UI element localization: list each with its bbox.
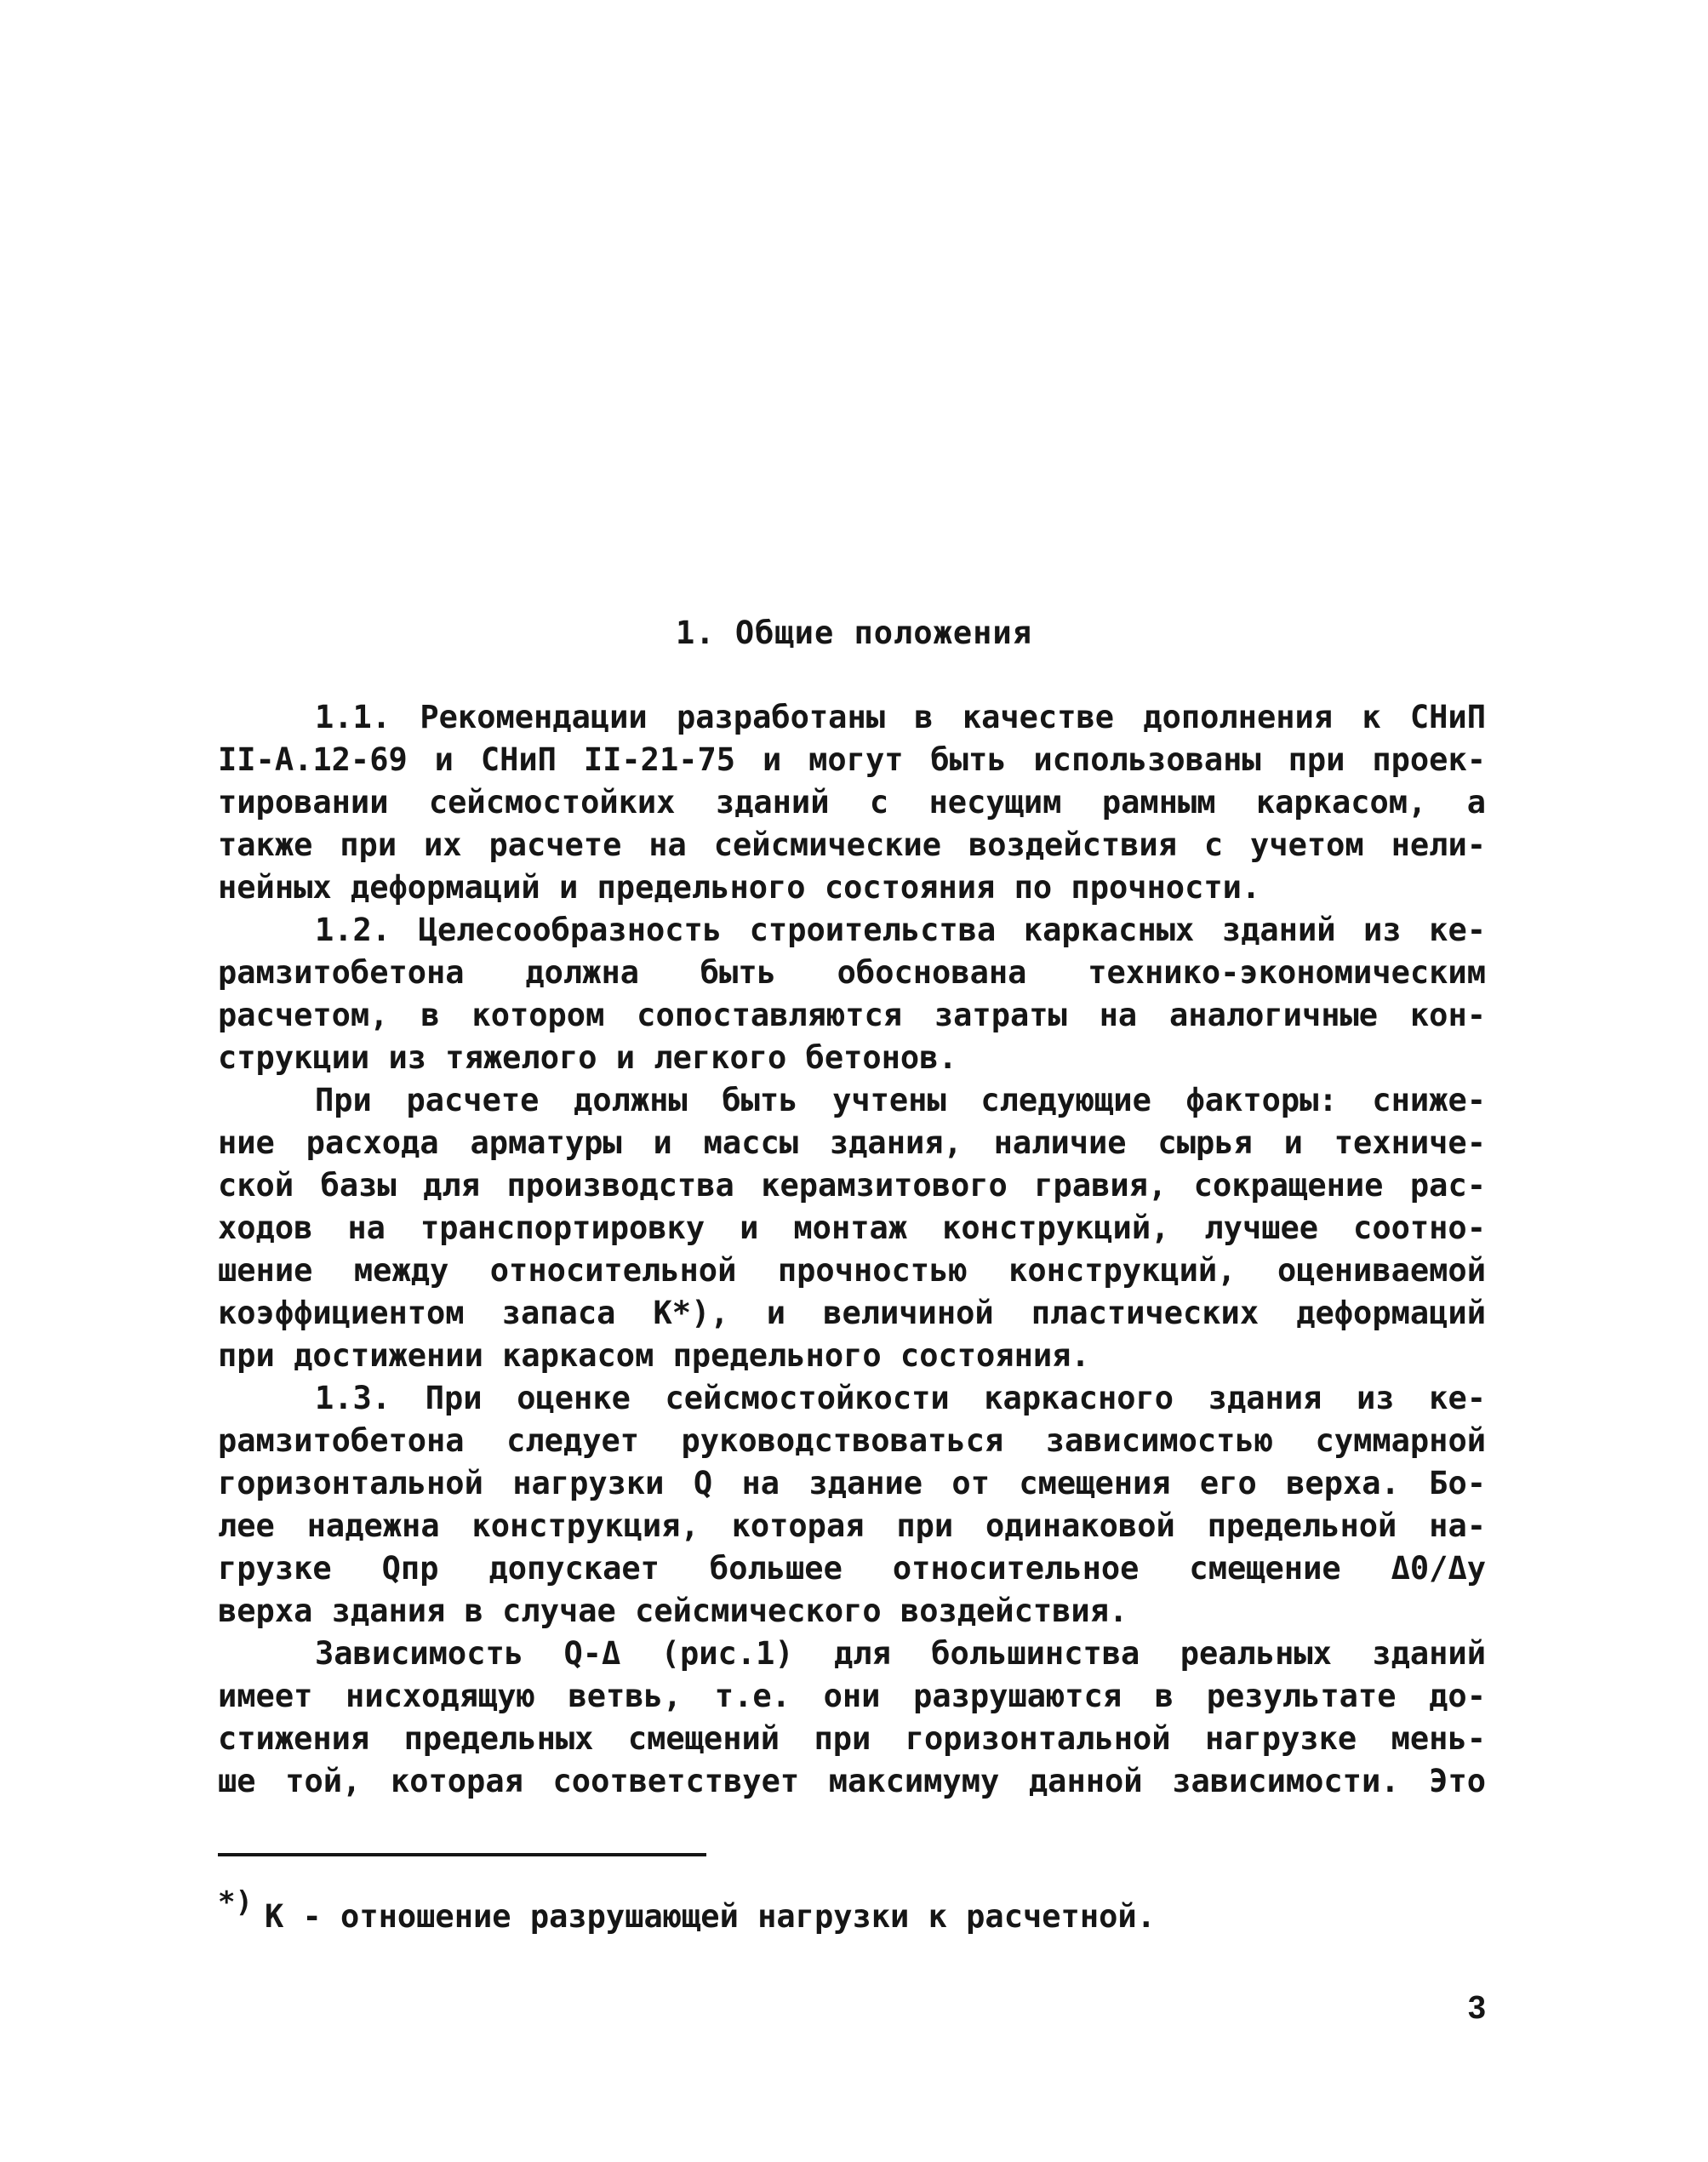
para-factors-line-5: шение между относительной прочностью конструкций, оцениваемой (218, 1252, 1486, 1289)
para-1-2-line-4: струкции из тяжелого и легкого бетонов. (218, 1039, 957, 1076)
para-1-3-line-2: рамзитобетона следует руководствоваться зависимостью суммарной (218, 1422, 1486, 1459)
para-1-3-line-4: лее надежна конструкция, которая при одинаковой предельной на- (218, 1507, 1486, 1544)
para-factors-line-7: при достижении каркасом предельного состояния. (218, 1337, 1090, 1374)
para-1-3-line-3: горизонтальной нагрузки Q на здание от смещения его верха. Бо- (218, 1465, 1486, 1501)
para-dependence-line-2: имеет нисходящую ветвь, т.е. они разрушаются в результате до- (218, 1678, 1486, 1714)
body-text (218, 696, 1486, 1803)
para-dependence-line-4: ше той, которая соответствует максимуму данной зависимости. Это (218, 1763, 1486, 1799)
footnote-text: К - отношение разрушающей нагрузки к расчетной. (264, 1898, 1156, 1935)
para-dependence-line-1: Зависимость Q-Δ (рис.1) для большинства реальных зданий (315, 1635, 1486, 1672)
para-1-1-line-5: нейных деформаций и предельного состояния по прочности. (218, 869, 1261, 906)
para-1-1-line-1: 1.1. Рекомендации разработаны в качестве дополнения к СНиП (315, 699, 1486, 735)
footnote (218, 1885, 1156, 1949)
footnote-separator (218, 1853, 706, 1856)
para-1-3-line-6: верха здания в случае сейсмического воздействия. (218, 1593, 1128, 1629)
para-1-3-line-5: грузке Qпр допускает большее относительное смещение Δ0/Δу (218, 1550, 1486, 1587)
section-title: 1. Общие положения (676, 615, 1032, 651)
footnote-mark: *) (218, 1885, 253, 1919)
para-factors-line-4: ходов на транспортировку и монтаж конструкций, лучшее соотно- (218, 1210, 1486, 1246)
para-1-2-line-1: 1.2. Целесообразность строительства каркасных зданий из ке- (315, 912, 1486, 948)
para-factors-line-1: При расчете должны быть учтены следующие факторы: сниже- (315, 1082, 1486, 1118)
para-factors-line-3: ской базы для производства керамзитового гравия, сокращение рас- (218, 1167, 1486, 1204)
page-number: 3 (1467, 1990, 1486, 2026)
para-1-1-line-2: II-А.12-69 и СНиП II-21-75 и могут быть использованы при проек- (218, 741, 1486, 778)
para-1-2-line-3: расчетом, в котором сопоставляются затраты на аналогичные кон- (218, 997, 1486, 1033)
para-1-1-line-3: тировании сейсмостойких зданий с несущим рамным каркасом, а (218, 784, 1486, 821)
para-1-1-line-4: также при их расчете на сейсмические воздействия с учетом нели- (218, 826, 1486, 863)
para-factors-line-6: коэффициентом запаса К*), и величиной пластических деформаций (218, 1295, 1486, 1331)
para-factors-line-2: ние расхода арматуры и массы здания, наличие сырья и техниче- (218, 1124, 1486, 1161)
para-1-2-line-2: рамзитобетона должна быть обоснована технико-экономическим (218, 954, 1486, 991)
para-1-3-line-1: 1.3. При оценке сейсмостойкости каркасного здания из ке- (315, 1380, 1486, 1416)
para-dependence-line-3: стижения предельных смещений при горизонтальной нагрузке мень- (218, 1720, 1486, 1757)
